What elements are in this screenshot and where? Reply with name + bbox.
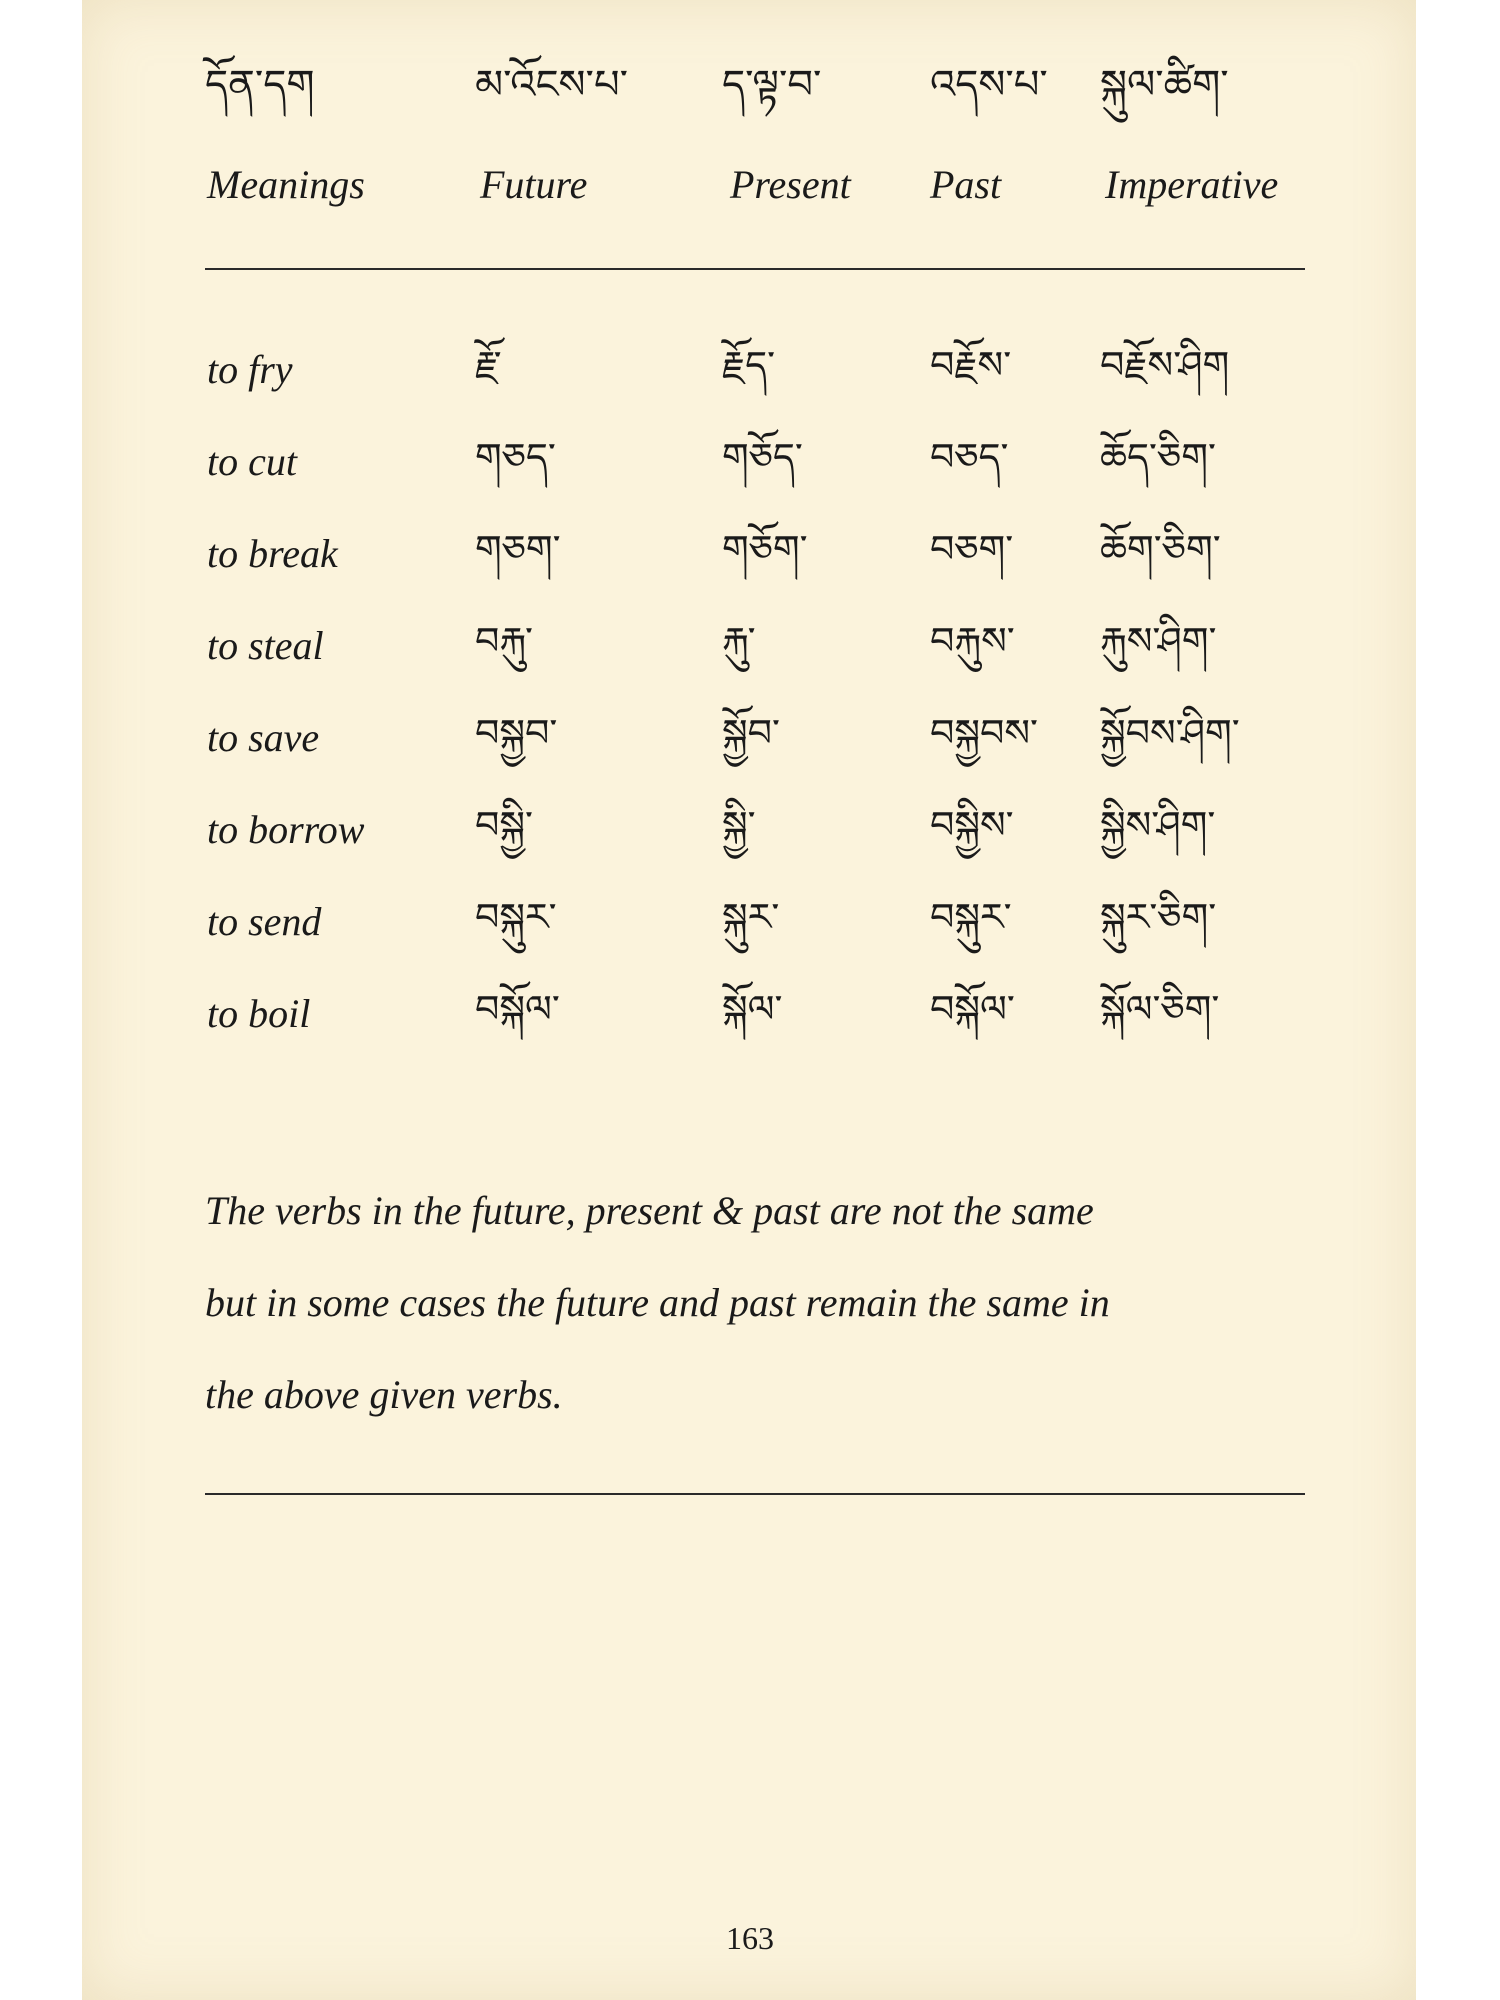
meaning-cell: to fry bbox=[207, 347, 293, 392]
present-cell: རྐུ་ bbox=[722, 619, 756, 663]
table-row bbox=[0, 427, 1500, 519]
header-present: Present bbox=[730, 162, 851, 207]
header-imperative: Imperative bbox=[1105, 162, 1279, 207]
present-cell: གཅོད་ bbox=[722, 435, 803, 479]
imperative-cell: ཆོད་ཅིག་ bbox=[1100, 435, 1216, 479]
imperative-cell: བརྗོས་ཤིག bbox=[1100, 343, 1230, 387]
table-row bbox=[0, 519, 1500, 611]
future-cell: བསྐྱབ་ bbox=[475, 711, 558, 755]
note-line: but in some cases the future and past remain the same in bbox=[205, 1280, 1110, 1325]
imperative-cell: རྐུས་ཤིག་ bbox=[1100, 619, 1217, 663]
verb-table bbox=[0, 335, 1500, 1071]
past-cell: བཅད་ bbox=[930, 435, 1009, 479]
meaning-cell: to cut bbox=[207, 439, 297, 484]
present-cell: རྗོད་ bbox=[722, 343, 776, 387]
note-line: the above given verbs. bbox=[205, 1372, 563, 1417]
table-row bbox=[0, 703, 1500, 795]
future-cell: བསྐོལ་ bbox=[475, 987, 560, 1031]
future-cell: གཅད་ bbox=[475, 435, 556, 479]
table-row bbox=[0, 335, 1500, 427]
tibetan-header-future: མ་འོངས་པ་ bbox=[475, 62, 628, 108]
table-row bbox=[0, 611, 1500, 703]
past-cell: བསྐུར་ bbox=[930, 895, 1012, 939]
past-cell: བསྐོལ་ bbox=[930, 987, 1015, 1031]
tibetan-header-past: འདས་པ་ bbox=[930, 62, 1048, 108]
meaning-cell: to borrow bbox=[207, 807, 365, 852]
meaning-cell: to send bbox=[207, 899, 322, 944]
imperative-cell: སྐོལ་ཅིག་ bbox=[1100, 987, 1220, 1031]
meaning-cell: to save bbox=[207, 715, 320, 760]
present-cell: སྐྱི་ bbox=[722, 803, 756, 847]
meaning-cell: to steal bbox=[207, 623, 324, 668]
imperative-cell: སྐྱིས་ཤིག་ bbox=[1100, 803, 1216, 847]
future-cell: བསྐུར་ bbox=[475, 895, 557, 939]
page-number: 163 bbox=[726, 1920, 774, 1956]
present-cell: སྐྱོབ་ bbox=[722, 711, 780, 755]
past-cell: བསྐྱིས་ bbox=[930, 803, 1014, 847]
imperative-cell: ཆོག་ཅིག་ bbox=[1100, 527, 1221, 571]
imperative-cell: སྐྱོབས་ཤིག་ bbox=[1100, 711, 1240, 755]
explanatory-note bbox=[205, 1165, 1305, 1441]
tibetan-header-row bbox=[0, 55, 1500, 125]
tibetan-header-imperative: སྐུལ་ཚིག་ bbox=[1100, 62, 1229, 108]
imperative-cell: སྐུར་ཅིག་ bbox=[1100, 895, 1217, 939]
header-meanings: Meanings bbox=[207, 162, 365, 207]
past-cell: བཅག་ bbox=[930, 527, 1014, 571]
present-cell: གཅོག་ bbox=[722, 527, 808, 571]
future-cell: རྗོ་ bbox=[475, 343, 502, 387]
past-cell: བརྐུས་ bbox=[930, 619, 1015, 663]
past-cell: བརྗོས་ bbox=[930, 343, 1012, 387]
present-cell: སྐུར་ bbox=[722, 895, 780, 939]
future-cell: བརྐུ་ bbox=[475, 619, 533, 663]
header-past: Past bbox=[930, 162, 1002, 207]
tibetan-header-meanings: དོན་དག bbox=[205, 62, 315, 108]
note-line: The verbs in the future, present & past are not the same bbox=[205, 1188, 1094, 1233]
meaning-cell: to boil bbox=[207, 991, 311, 1036]
table-row bbox=[0, 795, 1500, 887]
table-row bbox=[0, 979, 1500, 1071]
top-rule bbox=[205, 268, 1305, 270]
meaning-cell: to break bbox=[207, 531, 338, 576]
future-cell: བསྐྱི་ bbox=[475, 803, 533, 847]
table-row bbox=[0, 887, 1500, 979]
future-cell: གཅག་ bbox=[475, 527, 561, 571]
tibetan-header-present: ད་ལྟ་བ་ bbox=[722, 62, 822, 108]
english-header-row bbox=[0, 160, 1500, 210]
present-cell: སྐོལ་ bbox=[722, 987, 783, 1031]
header-future: Future bbox=[480, 162, 588, 207]
bottom-rule bbox=[205, 1493, 1305, 1495]
past-cell: བསྐྱབས་ bbox=[930, 711, 1038, 755]
